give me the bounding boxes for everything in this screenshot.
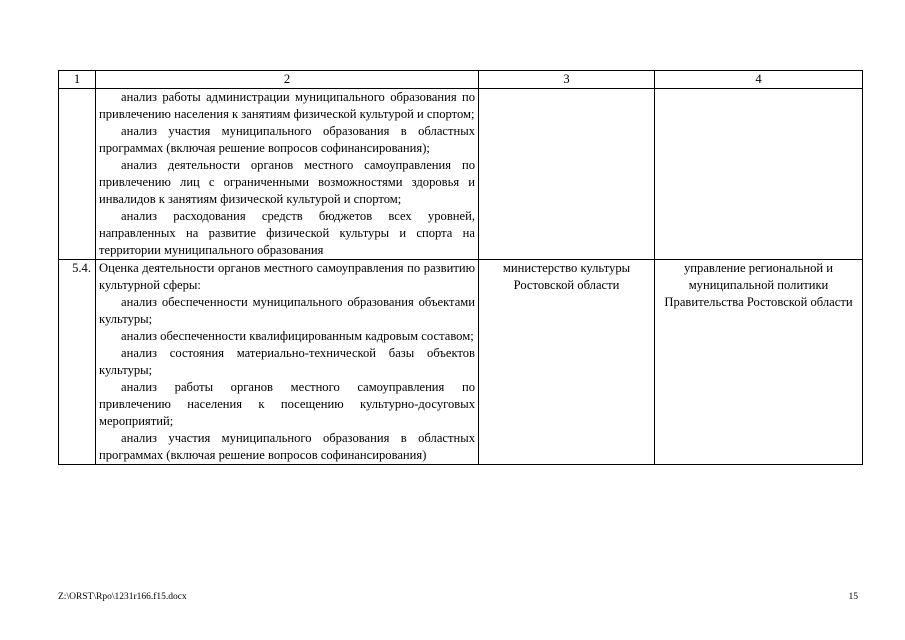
header-col-1: 1 — [59, 71, 96, 89]
table-row — [59, 260, 863, 465]
measure-paragraph: анализ участия муниципального образования в областных программах (включая решение вопросов софинансирования); — [99, 124, 475, 155]
coexecutor-cell — [655, 89, 863, 260]
measure-paragraph: анализ обеспеченности муниципального образования объектами культуры; — [99, 295, 475, 326]
measure-paragraph: анализ участия муниципального образования в областных программах (включая решение вопросов софинансирования) — [99, 431, 475, 462]
table-row — [59, 89, 863, 260]
measures-cell — [96, 260, 479, 465]
executor-cell — [479, 89, 655, 260]
measure-heading: Оценка деятельности органов местного самоуправления по развитию культурной сферы: — [99, 261, 475, 292]
measure-paragraph: анализ работы администрации муниципального образования по привлечению населения к занятиям физической культурой и спортом; — [99, 90, 475, 121]
header-col-3: 3 — [479, 71, 655, 89]
measure-paragraph: анализ расходования средств бюджетов всех уровней, направленных на развитие физической культуры и спорта на территории муниципального образования — [99, 209, 475, 257]
footer-file-path: Z:\ORST\Rpo\1231r166.f15.docx — [58, 592, 187, 602]
coexecutor-cell: управление региональной и муниципальной политики Правительства Ростовской области — [655, 260, 863, 465]
document-table — [58, 70, 863, 465]
measure-paragraph: анализ обеспеченности квалифицированным кадровым составом; — [121, 329, 474, 343]
measure-paragraph: анализ деятельности органов местного самоуправления по привлечению лиц с ограниченными возможностями здоровья и инвалидов к занятиям физической культурой и спортом; — [99, 158, 475, 206]
measures-cell — [96, 89, 479, 260]
page-number: 15 — [848, 592, 858, 602]
measure-paragraph: анализ состояния материально-технической базы объектов культуры; — [99, 346, 475, 377]
header-row — [59, 71, 863, 89]
header-col-2: 2 — [96, 71, 479, 89]
row-number: 5.4. — [59, 260, 96, 465]
measure-paragraph: анализ работы органов местного самоуправления по привлечению населения к посещению культурно-досуговых мероприятий; — [99, 380, 475, 428]
executor-cell: министерство культуры Ростовской области — [479, 260, 655, 465]
row-number — [59, 89, 96, 260]
header-col-4: 4 — [655, 71, 863, 89]
